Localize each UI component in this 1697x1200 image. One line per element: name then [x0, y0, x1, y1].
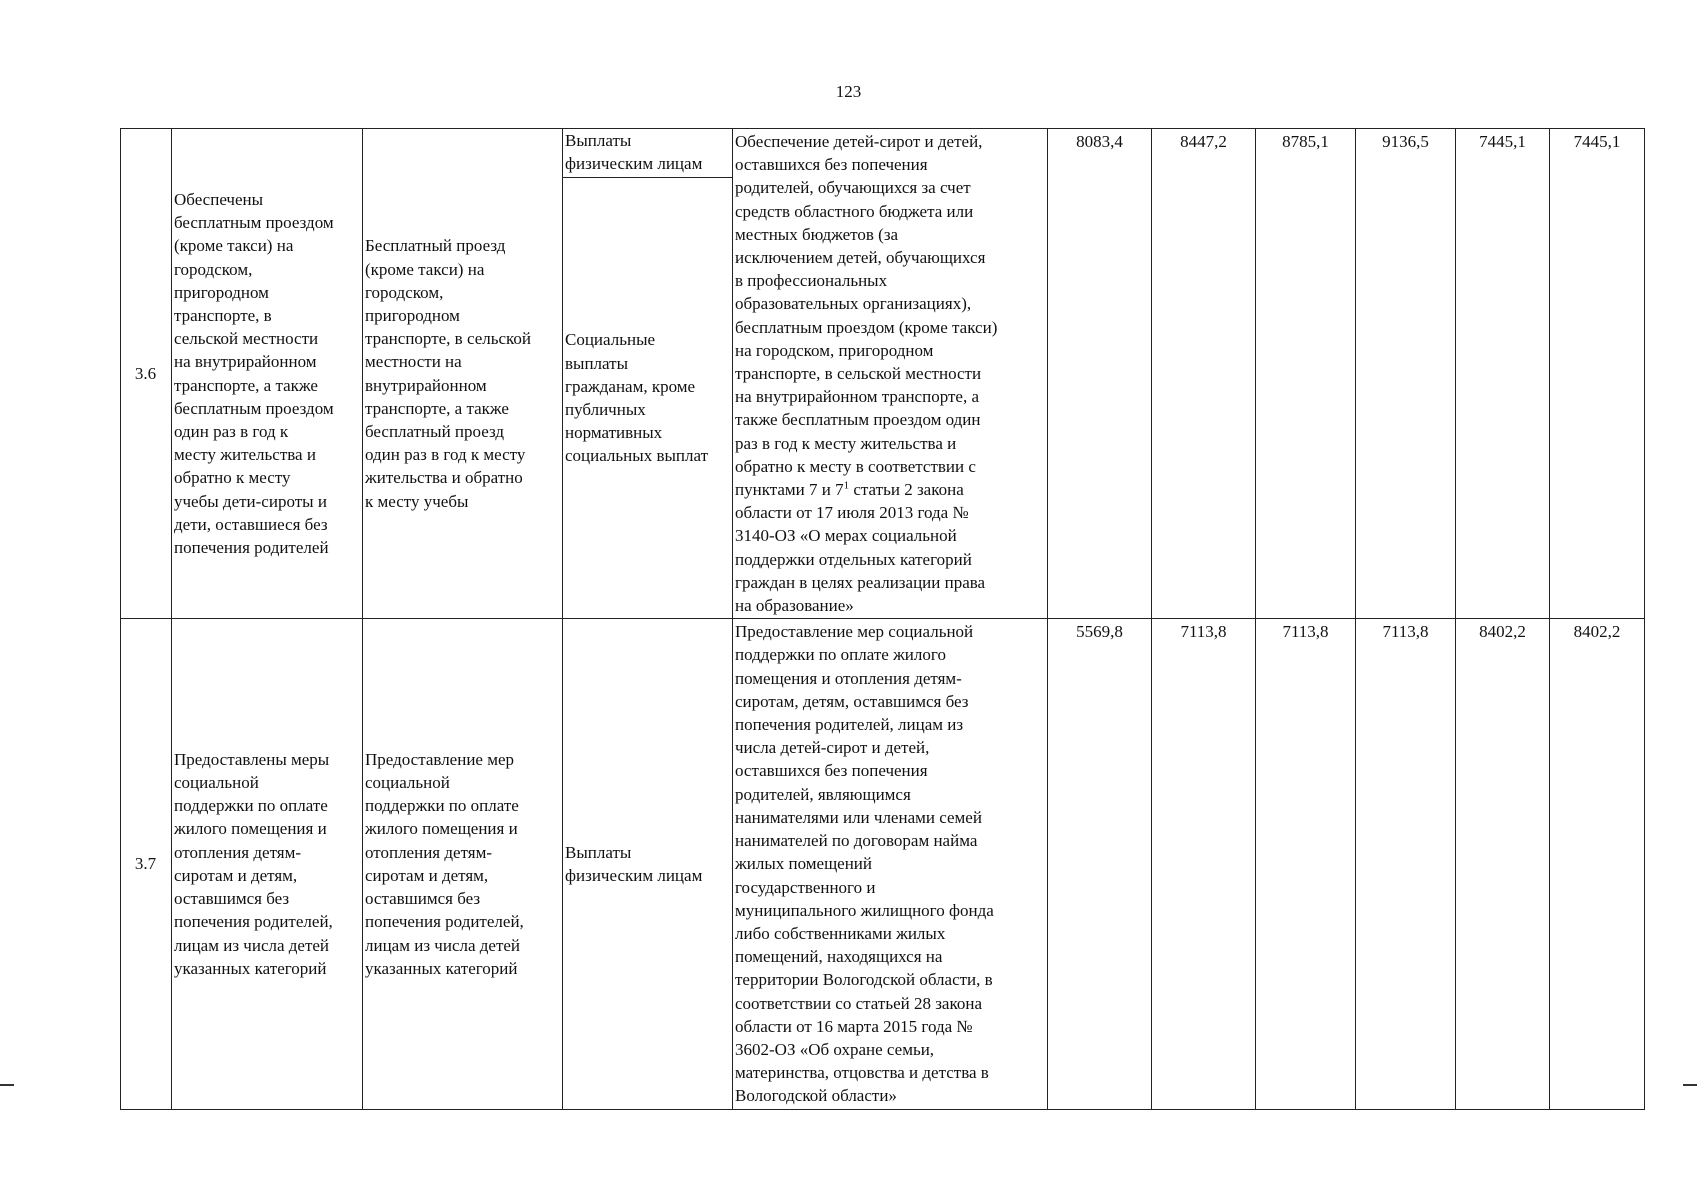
table-row — [121, 129, 1645, 619]
value-cell: 8785,1 — [1256, 129, 1356, 619]
payment-type-cell — [563, 129, 733, 619]
budget-table — [120, 128, 1645, 1110]
right-margin-mark — [1683, 1084, 1697, 1086]
measure-cell — [363, 619, 563, 1109]
value-cell: 8402,2 — [1456, 619, 1550, 1109]
legal-basis-part: Обеспечение детей-сирот и детей, оставшихся без попечения родителей, обучающихся за счет средств областного бюджета или местных бюджетов (за исключением детей, обучающихся в профессиональных образовательных организациях), бесплатным проездом (кроме такси) на городском, пригородном транспорте, в сельской местности на внутрирайонном транспорте, а также бесплатным проездом один раз в год к месту жительства и обратно к месту в соответствии с пунктами 7 и 7 — [735, 132, 998, 500]
value-cell: 8402,2 — [1550, 619, 1645, 1109]
result-text: Предоставлены меры социальной поддержки по оплате жилого помещения и отопления детям- сиротам и детям, оставшимся без попечения родителей, лицам из числа детей указанных категорий — [174, 749, 333, 978]
table-row — [121, 619, 1645, 1109]
page-number: 123 — [835, 82, 862, 101]
value-cell: 8083,4 — [1048, 129, 1152, 619]
payment-type-cell — [563, 619, 733, 1109]
result-text: Обеспечены бесплатным проездом (кроме такси) на городском, пригородном транспорте, в сельской местности на внутрирайонном транспорте, а также бесплатным проездом один раз в год к месту жительства и обратно к месту учебы дети-сироты и дети, оставшиеся без попечения родителей — [174, 190, 334, 558]
legal-basis-text: Предоставление мер социальной поддержки по оплате жилого помещения и отопления детям- сиротам, детям, оставшимся без попечения родителей, лицам из числа детей-сирот и детей, оставшихся без попечения родителей, являющимся нанимателями или членами семей нанимателей по договорам найма жилых помещений государственного и муниципального жилищного фонда либо собственниками жилых помещений, находящихся на территории Вологодской области, в соответствии со статьей 28 закона области от 16 марта 2015 года № 3602-ОЗ «Об охране семьи, материнства, отцовства и детства в Вологодской области» — [735, 622, 994, 1106]
payment-type-bottom: Социальные выплаты гражданам, кроме публичных нормативных социальных выплат — [565, 330, 709, 466]
result-cell — [172, 129, 363, 619]
legal-basis-part: статьи 2 закона области от 17 июля 2013 года № 3140-ОЗ «О мерах социальной поддержки отдельных категорий граждан в целях реализации права на образование» — [735, 480, 986, 616]
value-cell: 7113,8 — [1152, 619, 1256, 1109]
value-cell: 5569,8 — [1048, 619, 1152, 1109]
result-cell — [172, 619, 363, 1109]
value-cell: 7445,1 — [1456, 129, 1550, 619]
measure-cell — [363, 129, 563, 619]
payment-type-top: Выплаты физическим лицам — [563, 129, 732, 178]
value-cell: 7445,1 — [1550, 129, 1645, 619]
row-number: 3.7 — [121, 619, 172, 1109]
value-cell: 7113,8 — [1356, 619, 1456, 1109]
measure-text: Предоставление мер социальной поддержки по оплате жилого помещения и отопления детям- сиротам и детям, оставшимся без попечения родителей, лицам из числа детей указанных категорий — [365, 749, 524, 978]
value-cell: 9136,5 — [1356, 129, 1456, 619]
legal-basis-cell — [733, 619, 1048, 1109]
value-cell: 7113,8 — [1256, 619, 1356, 1109]
value-cell: 8447,2 — [1152, 129, 1256, 619]
measure-text: Бесплатный проезд (кроме такси) на городском, пригородном транспорте, в сельской местности на внутрирайонном транспорте, а также бесплатный проезд один раз в год к месту жительства и обратно к месту учебы — [365, 236, 532, 511]
row-number: 3.6 — [121, 129, 172, 619]
legal-basis-cell — [733, 129, 1048, 619]
legal-basis-text — [735, 130, 1045, 617]
superscript: 1 — [843, 479, 850, 492]
payment-type-text: Выплаты физическим лицам — [565, 842, 703, 885]
left-margin-mark — [0, 1084, 14, 1086]
